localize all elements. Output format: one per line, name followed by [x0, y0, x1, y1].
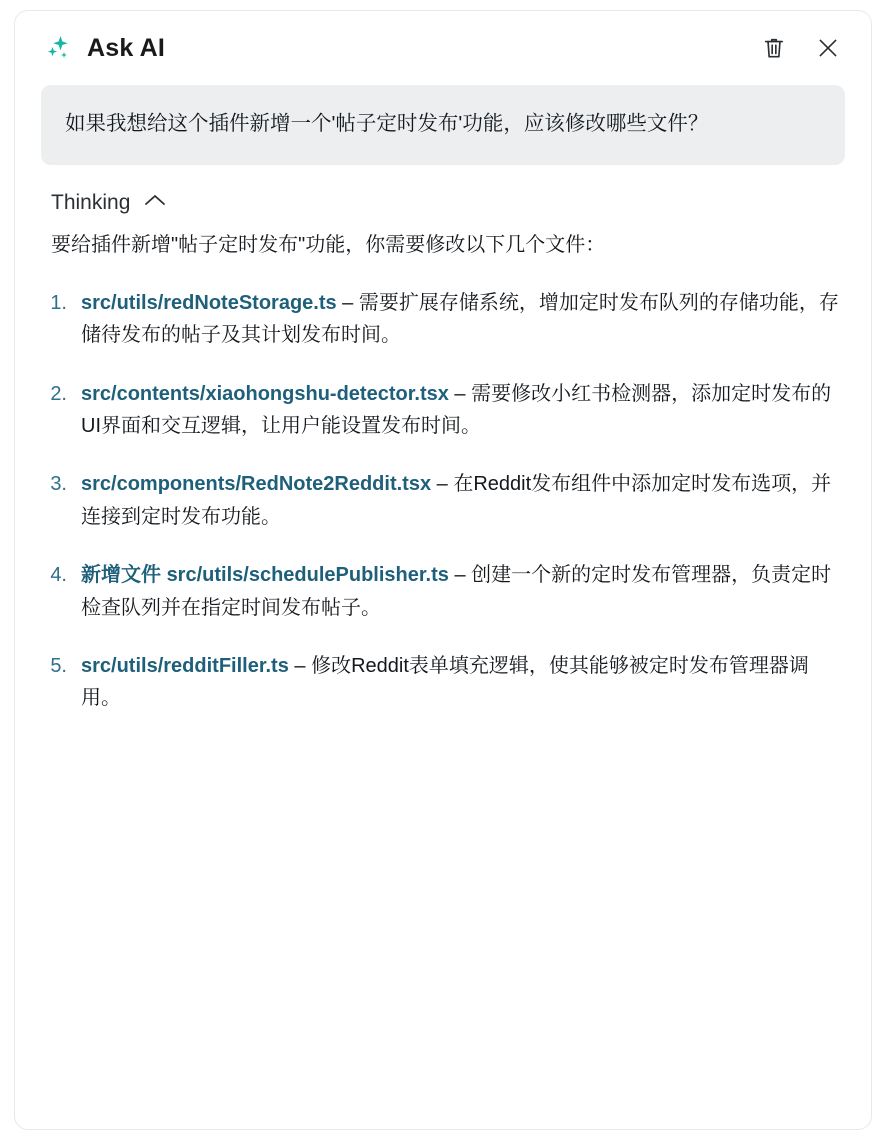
sparkle-icon	[43, 33, 73, 63]
list-item-number: 2.	[50, 382, 67, 405]
list-item-body	[81, 650, 845, 715]
conversation-content	[15, 85, 871, 715]
file-path: src/contents/xiaohongshu-detector.tsx	[81, 382, 449, 405]
thinking-label: Thinking	[51, 190, 131, 214]
list-item	[41, 650, 845, 715]
thinking-toggle[interactable]	[51, 191, 166, 215]
panel-title: Ask AI	[87, 33, 166, 62]
chevron-up-icon	[144, 193, 166, 212]
list-item	[41, 559, 845, 624]
file-path: src/utils/redNoteStorage.ts	[81, 291, 337, 314]
list-item-text: – 需要扩展存储系统，增加定时发布队列的存储功能，存储待发布的帖子及其计划发布时间。	[81, 291, 839, 347]
ask-ai-panel	[14, 10, 872, 1130]
close-icon[interactable]	[811, 31, 845, 65]
list-item-text: – 需要修改小红书检测器，添加定时发布的UI界面和交互逻辑，让用户能设置发布时间。	[81, 382, 832, 437]
panel-header	[15, 11, 871, 85]
list-item-text: – 修改Reddit表单填充逻辑，使其能够被定时发布管理器调用。	[81, 654, 809, 710]
file-path-prefix: 新增文件	[81, 564, 167, 587]
list-item-body	[81, 559, 845, 624]
list-item	[41, 378, 845, 443]
list-item-number: 5.	[50, 654, 67, 677]
file-path: src/utils/redditFiller.ts	[81, 654, 289, 677]
trash-icon[interactable]	[757, 31, 791, 65]
answer-intro: 要给插件新增"帖子定时发布"功能，你需要修改以下几个文件：	[51, 233, 606, 256]
list-item-number: 4.	[50, 564, 67, 587]
list-item-text: – 在Reddit发布组件中添加定时发布选项，并连接到定时发布功能。	[81, 473, 832, 528]
list-item-number: 3.	[50, 473, 67, 496]
list-item-body	[81, 287, 845, 352]
user-message: 如果我想给这个插件新增一个'帖子定时发布'功能，应该修改哪些文件？	[41, 85, 845, 165]
file-path: src/components/RedNote2Reddit.tsx	[81, 473, 432, 496]
list-item	[41, 468, 845, 533]
list-item-body	[81, 468, 845, 533]
list-item-number: 1.	[50, 291, 67, 314]
answer-file-list	[41, 287, 845, 715]
list-item-text: – 创建一个新的定时发布管理器，负责定时检查队列并在指定时间发布帖子。	[81, 564, 832, 619]
list-item-body	[81, 378, 845, 443]
list-item	[41, 287, 845, 352]
file-path: src/utils/schedulePublisher.ts	[166, 564, 449, 587]
